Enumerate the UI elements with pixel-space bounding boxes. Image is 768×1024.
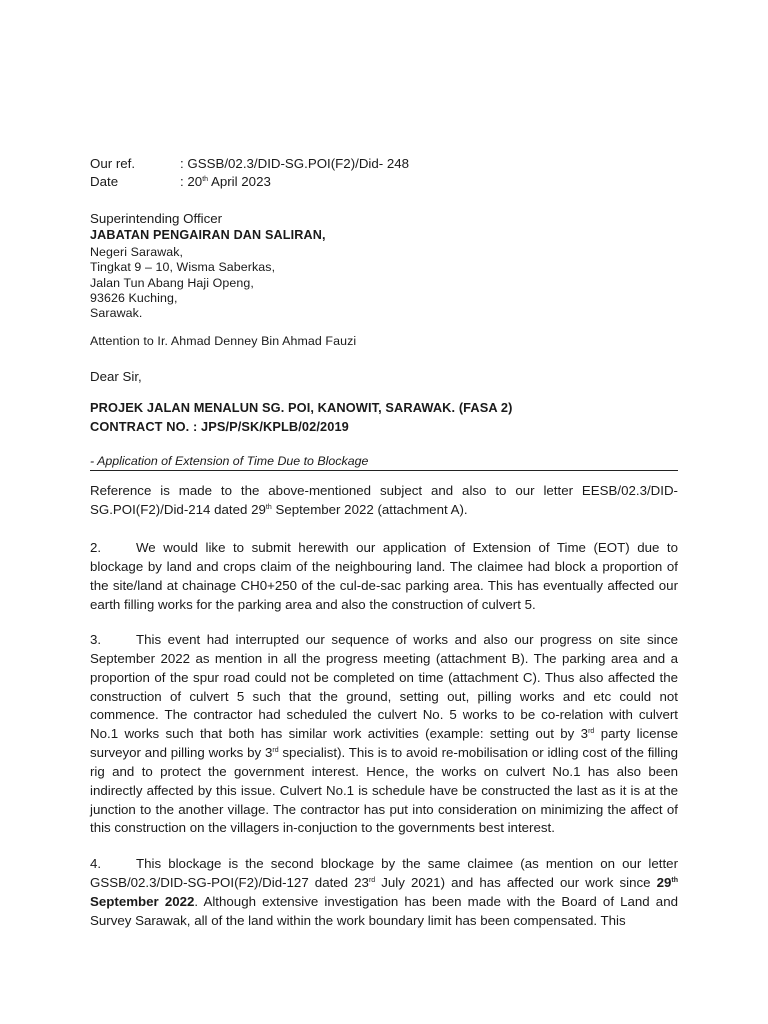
paragraph-3	[90, 631, 678, 838]
project-heading: PROJEK JALAN MENALUN SG. POI, KANOWIT, SARAWAK. (FASA 2)	[90, 400, 513, 415]
p3-text-b: party license surveyor and pilling works by 3	[90, 726, 679, 761]
p3-sup-1: rd	[588, 728, 595, 736]
address-line: 93626 Kuching,	[90, 290, 178, 305]
date-sup: th	[202, 176, 209, 183]
contract-number: CONTRACT NO. : JPS/P/SK/KPLB/02/2019	[90, 419, 349, 434]
salutation: Dear Sir,	[90, 369, 142, 384]
p4-text-b: July 2021) and has affected our work since	[375, 874, 657, 890]
recipient-department: JABATAN PENGAIRAN DAN SALIRAN,	[90, 228, 326, 242]
p4-text-a: This blockage is the second blockage by the same claimee (as mention on our letter GSSB/02.3/DID-SG-POI(F2)/Did-127 dated 23	[90, 856, 678, 890]
paragraph-4	[90, 855, 678, 930]
address-line: Negeri Sarawak,	[90, 245, 184, 259]
p4-bold-a: 29	[656, 874, 672, 890]
p4-bold-b: September 2022	[90, 893, 195, 909]
p1-text-b: September 2022 (attachment A).	[271, 501, 468, 517]
p2-text: We would like to submit herewith our application of Extension of Time (EOT) due to blockage by land and crops claim of the neighbouring land. The claimee had block a proportion of the site/land at chainage CH0+250 of the cul-de-sac parking area. This has eventually affected our earth filling works for the parking area and also the construction of culvert 5.	[90, 540, 678, 612]
recipient-address	[90, 245, 275, 321]
our-ref-value: : GSSB/02.3/DID-SG.POI(F2)/Did- 248	[180, 156, 410, 171]
p2-number: 2.	[90, 540, 102, 555]
date-prefix: : 20	[180, 174, 203, 189]
date-line	[90, 173, 271, 190]
paragraph-1	[90, 482, 678, 520]
p4-number: 4.	[90, 856, 102, 871]
p1-sup: th	[265, 503, 272, 511]
p4-sup-1: rd	[368, 876, 376, 884]
date-suffix: April 2023	[208, 174, 271, 189]
p1-text-a: Reference is made to the above-mentioned subject and also to our letter EESB/02.3/DID-SG.POI(F2)/Did-214 dated 29	[90, 483, 678, 517]
p3-number: 3.	[90, 632, 102, 647]
p3-sup-2: rd	[272, 747, 279, 755]
p4-text-c: . Although extensive investigation has been made with the Board of Land and Survey Sarawak, all of the land within the work boundary limit has been compensated. This	[90, 893, 678, 928]
address-line: Sarawak.	[90, 306, 143, 321]
p4-bold-sup: th	[671, 876, 678, 884]
recipient-title: Superintending Officer	[90, 211, 223, 226]
p3-text-c: specialist). This is to avoid re-mobilisation or idling cost of the filling rig and to protect the government interest. Hence, the works on culvert No.1 has also been indirectly affected by this issue. Culvert No.1 is schedule have be constructed the last as it is at the junction to the another village. The contractor has put into consideration on minimizing the affect of this construction on the villagers in-conjuction to the governments best interest.	[90, 745, 678, 836]
our-ref-line	[90, 155, 409, 172]
attention-line: Attention to Ir. Ahmad Denney Bin Ahmad Fauzi	[90, 334, 357, 348]
paragraph-2	[90, 539, 678, 614]
subject-line: - Application of Extension of Time Due to Blockage	[90, 454, 678, 471]
date-label: Date	[90, 174, 119, 189]
address-line: Tingkat 9 – 10, Wisma Saberkas,	[90, 260, 276, 275]
our-ref-label: Our ref.	[90, 156, 136, 171]
address-line: Jalan Tun Abang Haji Openg,	[90, 275, 254, 290]
p3-text-a: This event had interrupted our sequence of works and also our progress on site since September 2022 as mention in all the progress meeting (attachment B). The parking area and a proportion of the spur road could not be completed on time (attachment C). Thus also affected the construction of culvert 5 such that the ground, setting out, pilling works and etc could not commence. The contractor had scheduled the culvert No. 5 works to be co-relation with culvert No.1 works such that both has similar work activities (example: setting out by 3	[90, 632, 678, 742]
